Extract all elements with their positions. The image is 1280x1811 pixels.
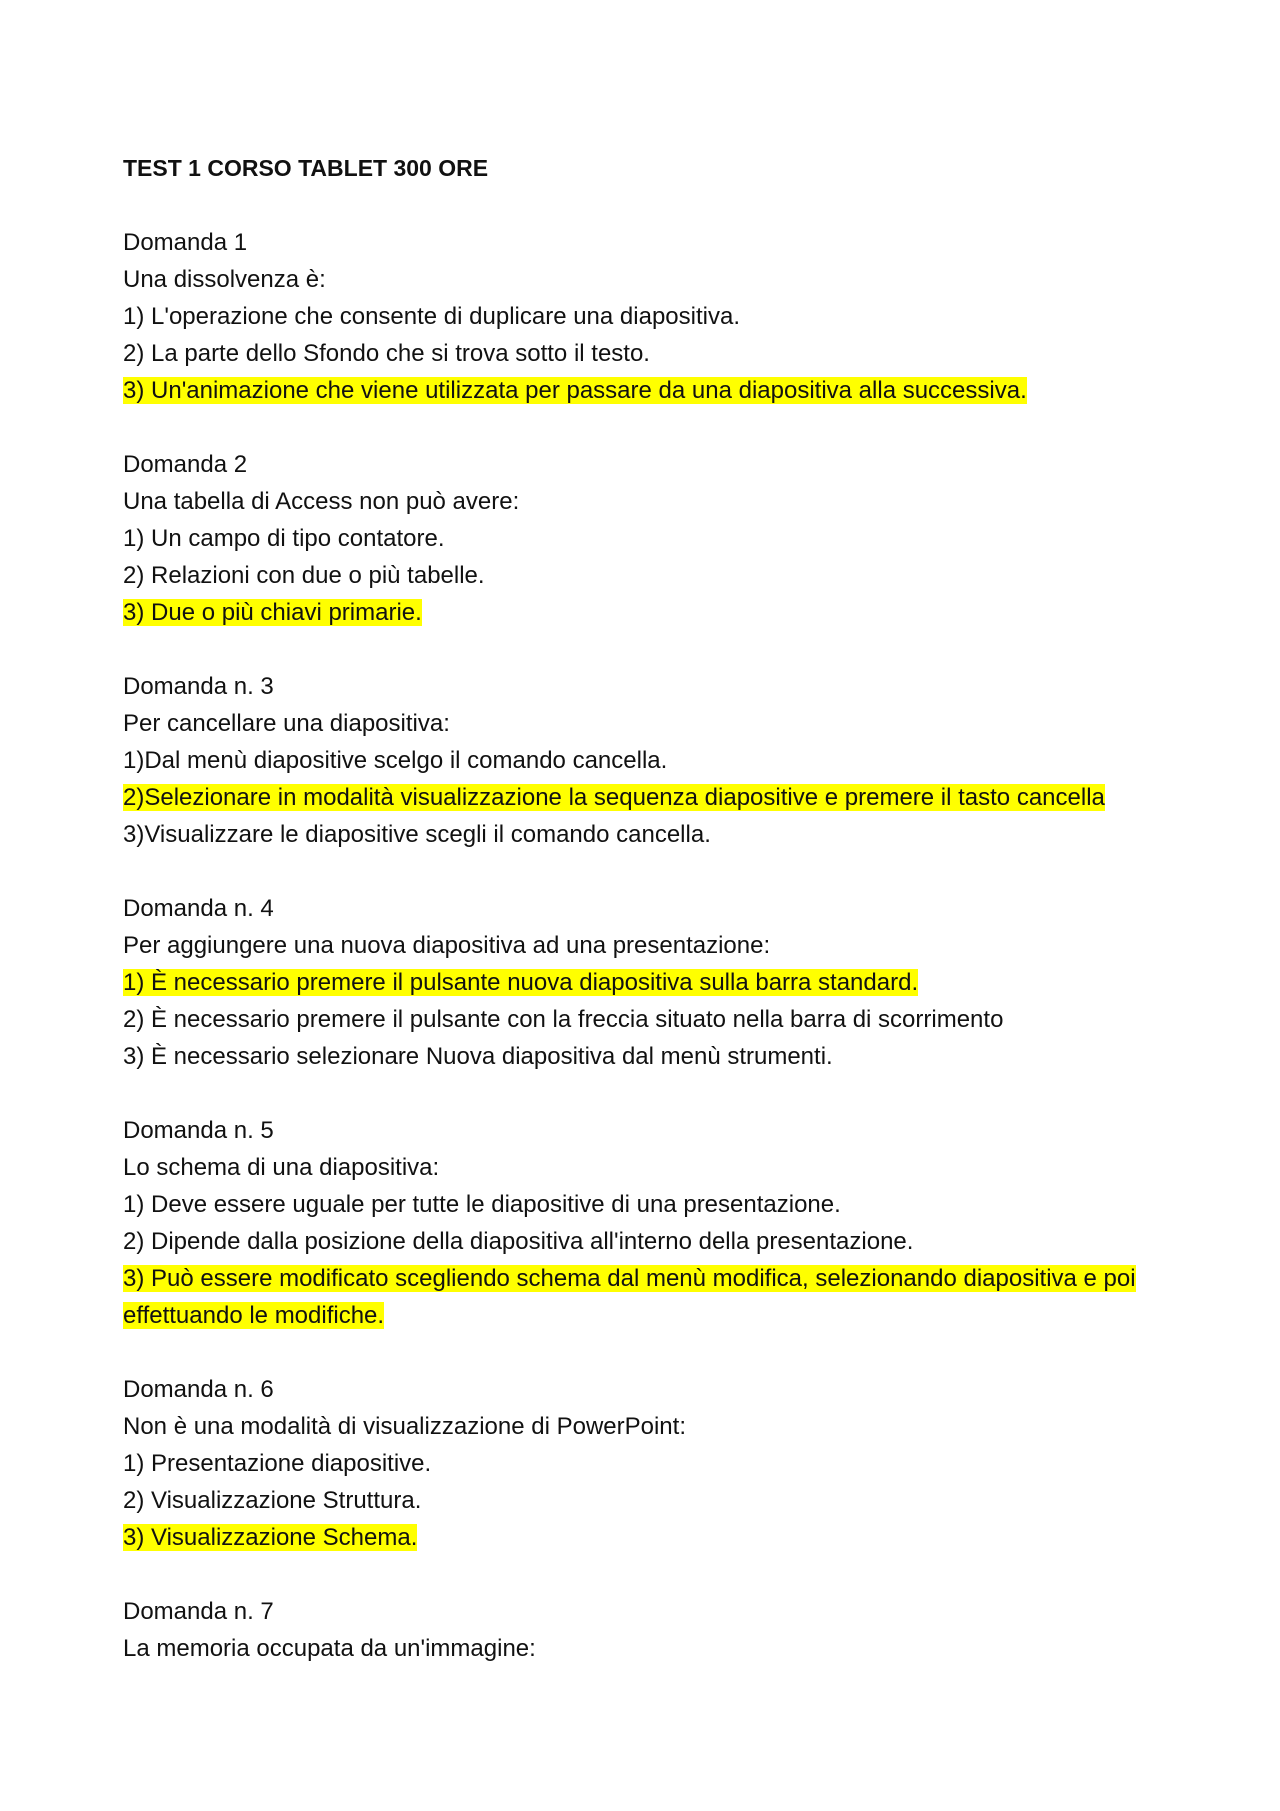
answer-option: 2) Dipende dalla posizione della diapositiva all'interno della presentazione. (123, 1228, 914, 1255)
question-7 (123, 1593, 1183, 1667)
question-prompt: Non è una modalità di visualizzazione di PowerPoint: (123, 1413, 686, 1440)
question-heading: Domanda 1 (123, 229, 248, 256)
question-heading: Domanda n. 3 (123, 673, 274, 700)
question-5 (123, 1112, 1183, 1334)
question-heading: Domanda n. 5 (123, 1117, 274, 1144)
answer-option: 2) La parte dello Sfondo che si trova sotto il testo. (123, 340, 650, 367)
question-6 (123, 1371, 1183, 1556)
answer-option-highlighted: 3) Visualizzazione Schema. (123, 1524, 418, 1551)
answer-option: 2) Relazioni con due o più tabelle. (123, 562, 485, 589)
answer-option-highlighted: 3) Un'animazione che viene utilizzata per passare da una diapositiva alla successiva. (123, 377, 1027, 404)
question-heading: Domanda n. 4 (123, 895, 274, 922)
question-heading: Domanda n. 6 (123, 1376, 274, 1403)
question-prompt: Una tabella di Access non può avere: (123, 488, 520, 515)
question-2 (123, 446, 1183, 631)
answer-option: 1) Presentazione diapositive. (123, 1450, 432, 1477)
document-title: TEST 1 CORSO TABLET 300 ORE (123, 155, 489, 181)
answer-option: 3)Visualizzare le diapositive scegli il comando cancella. (123, 821, 711, 848)
question-heading: Domanda 2 (123, 451, 248, 478)
answer-option: 1) Deve essere uguale per tutte le diapositive di una presentazione. (123, 1191, 841, 1218)
question-prompt: Una dissolvenza è: (123, 266, 326, 293)
answer-option: 2) È necessario premere il pulsante con la freccia situato nella barra di scorrimento (123, 1006, 1004, 1033)
answer-option-highlighted: 1) È necessario premere il pulsante nuova diapositiva sulla barra standard. (123, 969, 919, 996)
question-heading: Domanda n. 7 (123, 1598, 274, 1625)
question-1 (123, 224, 1183, 409)
answer-option: 1)Dal menù diapositive scelgo il comando cancella. (123, 747, 668, 774)
question-prompt: Per aggiungere una nuova diapositiva ad una presentazione: (123, 932, 771, 959)
question-prompt: La memoria occupata da un'immagine: (123, 1635, 536, 1662)
answer-option-highlighted: 3) Può essere modificato scegliendo schema dal menù modifica, selezionando diapositiva e poi effettuando le modifiche. (123, 1265, 1136, 1329)
question-4 (123, 890, 1183, 1075)
answer-option: 1) L'operazione che consente di duplicare una diapositiva. (123, 303, 740, 330)
answer-option: 3) È necessario selezionare Nuova diapositiva dal menù strumenti. (123, 1043, 833, 1070)
answer-option: 2) Visualizzazione Struttura. (123, 1487, 422, 1514)
answer-option: 1) Un campo di tipo contatore. (123, 525, 445, 552)
answer-option-highlighted: 2)Selezionare in modalità visualizzazione la sequenza diapositive e premere il tasto cancella (123, 784, 1105, 811)
question-prompt: Lo schema di una diapositiva: (123, 1154, 440, 1181)
question-prompt: Per cancellare una diapositiva: (123, 710, 450, 737)
answer-option-highlighted: 3) Due o più chiavi primarie. (123, 599, 422, 626)
question-3 (123, 668, 1183, 853)
document-page (123, 150, 1183, 1704)
